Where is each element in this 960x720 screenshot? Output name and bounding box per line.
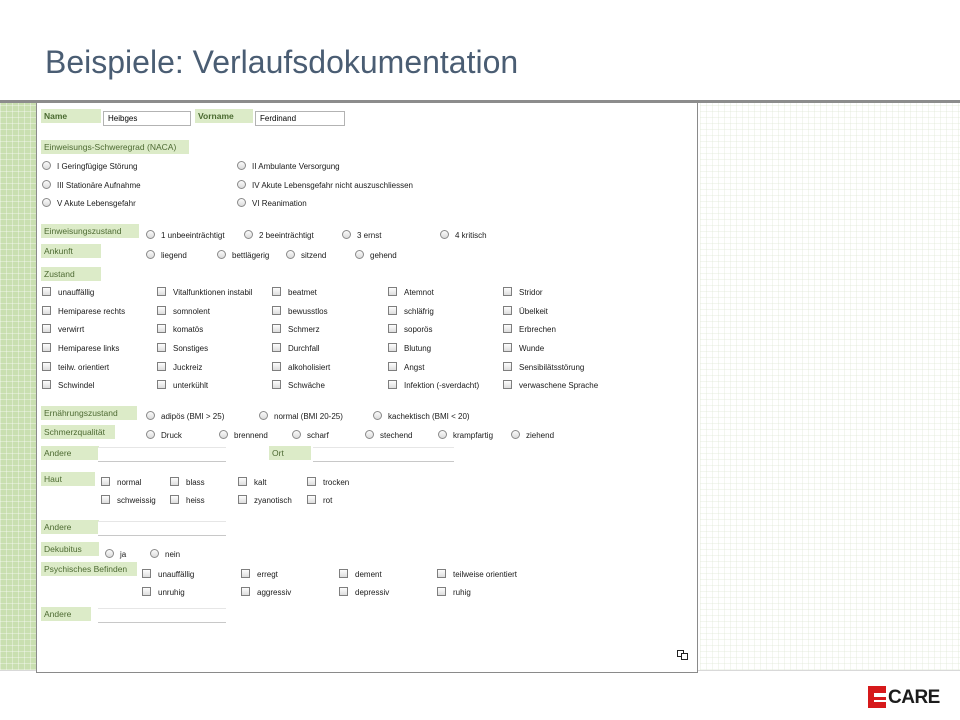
psychisch-option[interactable]: ruhig xyxy=(437,587,471,599)
ankunft-option[interactable]: gehend xyxy=(355,250,397,262)
zustand-option[interactable]: Hemiparese rechts xyxy=(42,306,125,318)
haut-option[interactable]: rot xyxy=(307,495,332,507)
checkbox-icon xyxy=(388,324,397,333)
ort-input[interactable] xyxy=(313,447,454,462)
radio-icon xyxy=(438,430,447,439)
dekubitus-label: Dekubitus xyxy=(41,542,99,556)
andere-label: Andere xyxy=(41,520,99,534)
ernaehrung-option[interactable]: adipös (BMI > 25) xyxy=(146,411,224,423)
radio-icon xyxy=(150,549,159,558)
haut-option[interactable]: trocken xyxy=(307,477,349,489)
haut-option[interactable]: normal xyxy=(101,477,141,489)
haut-option[interactable]: schweissig xyxy=(101,495,156,507)
checkbox-icon xyxy=(157,287,166,296)
checkbox-icon xyxy=(101,477,110,486)
schmerz-option[interactable]: brennend xyxy=(219,430,268,442)
einweisungszustand-option[interactable]: 3 ernst xyxy=(342,230,381,242)
radio-icon xyxy=(105,549,114,558)
zustand-option[interactable]: Schmerz xyxy=(272,324,320,336)
left-decor-strip xyxy=(0,103,36,670)
zustand-option[interactable]: soporös xyxy=(388,324,432,336)
psychisch-option[interactable]: depressiv xyxy=(339,587,389,599)
zustand-option[interactable]: Schwindel xyxy=(42,380,94,392)
checkbox-icon xyxy=(437,569,446,578)
vorname-label: Vorname xyxy=(195,109,253,123)
naca-option[interactable]: V Akute Lebensgefahr xyxy=(42,198,136,210)
zustand-option[interactable]: verwirrt xyxy=(42,324,84,336)
radio-icon xyxy=(42,180,51,189)
checkbox-icon xyxy=(157,343,166,352)
vorname-input[interactable]: Ferdinand xyxy=(255,111,345,126)
ort-label: Ort xyxy=(269,446,311,460)
checkbox-icon xyxy=(503,324,512,333)
checkbox-icon xyxy=(503,362,512,371)
schmerz-option[interactable]: krampfartig xyxy=(438,430,493,442)
radio-icon xyxy=(286,250,295,259)
zustand-option[interactable]: Sensibilätsstörung xyxy=(503,362,584,374)
zustand-label: Zustand xyxy=(41,267,101,281)
documentation-form xyxy=(36,103,698,673)
zustand-option[interactable]: teilw. orientiert xyxy=(42,362,109,374)
checkbox-icon xyxy=(272,324,281,333)
radio-icon xyxy=(259,411,268,420)
checkbox-icon xyxy=(388,343,397,352)
radio-icon xyxy=(237,161,246,170)
radio-icon xyxy=(237,198,246,207)
einweisungszustand-option[interactable]: 1 unbeeinträchtigt xyxy=(146,230,225,242)
psychisches-befinden-label: Psychisches Befinden xyxy=(41,562,137,576)
radio-icon xyxy=(146,430,155,439)
radio-icon xyxy=(219,430,228,439)
naca-option[interactable]: VI Reanimation xyxy=(237,198,307,210)
radio-icon xyxy=(440,230,449,239)
checkbox-icon xyxy=(238,495,247,504)
zustand-option[interactable]: unterkühlt xyxy=(157,380,208,392)
haut-label: Haut xyxy=(41,472,95,486)
checkbox-icon xyxy=(272,362,281,371)
zustand-option[interactable]: bewusstlos xyxy=(272,306,328,318)
checkbox-icon xyxy=(142,587,151,596)
einweisungszustand-option[interactable]: 2 beeinträchtigt xyxy=(244,230,314,242)
checkbox-icon xyxy=(170,477,179,486)
zustand-option[interactable]: Infektion (-sverdacht) xyxy=(388,380,479,392)
ankunft-label: Ankunft xyxy=(41,244,101,258)
checkbox-icon xyxy=(437,587,446,596)
checkbox-icon xyxy=(503,287,512,296)
checkbox-icon xyxy=(42,324,51,333)
checkbox-icon xyxy=(241,587,250,596)
radio-icon xyxy=(146,250,155,259)
checkbox-icon xyxy=(307,477,316,486)
name-input[interactable]: Heibges xyxy=(103,111,191,126)
ankunft-option[interactable]: sitzend xyxy=(286,250,326,262)
schmerzqualitaet-label: Schmerzqualität xyxy=(41,425,115,439)
logo-text: CARE xyxy=(888,687,940,708)
ankunft-option[interactable]: liegend xyxy=(146,250,187,262)
zustand-option[interactable]: Hemiparese links xyxy=(42,343,119,355)
radio-icon xyxy=(511,430,520,439)
checkbox-icon xyxy=(157,380,166,389)
radio-icon xyxy=(42,198,51,207)
zustand-option[interactable]: Stridor xyxy=(503,287,543,299)
zustand-option[interactable]: Erbrechen xyxy=(503,324,556,336)
radio-icon xyxy=(146,230,155,239)
andere-input[interactable] xyxy=(98,608,226,623)
radio-icon xyxy=(365,430,374,439)
ernaehrung-option[interactable]: kachektisch (BMI < 20) xyxy=(373,411,470,423)
naca-option[interactable]: I Geringfügige Störung xyxy=(42,161,138,173)
zustand-option[interactable]: schläfrig xyxy=(388,306,434,318)
checkbox-icon xyxy=(503,380,512,389)
ankunft-option[interactable]: bettlägerig xyxy=(217,250,269,262)
zustand-option[interactable]: unauffällig xyxy=(42,287,94,299)
schmerz-option[interactable]: Druck xyxy=(146,430,182,442)
naca-option[interactable]: IV Akute Lebensgefahr nicht auszuschliessen xyxy=(237,180,413,192)
radio-icon xyxy=(342,230,351,239)
einweisungszustand-label: Einweisungszustand xyxy=(41,224,139,238)
zustand-option[interactable]: Vitalfunktionen instabil xyxy=(157,287,252,299)
zustand-option[interactable]: verwaschene Sprache xyxy=(503,380,598,392)
checkbox-icon xyxy=(42,380,51,389)
radio-icon xyxy=(237,180,246,189)
name-label: Name xyxy=(41,109,101,123)
checkbox-icon xyxy=(42,362,51,371)
andere-input[interactable] xyxy=(98,521,226,536)
schmerz-option[interactable]: scharf xyxy=(292,430,329,442)
dekubitus-option[interactable]: ja xyxy=(105,549,126,561)
ecare-logo xyxy=(868,686,948,708)
psychisch-option[interactable]: unruhig xyxy=(142,587,185,599)
zustand-option[interactable]: beatmet xyxy=(272,287,317,299)
checkbox-icon xyxy=(388,362,397,371)
haut-option[interactable]: kalt xyxy=(238,477,266,489)
checkbox-icon xyxy=(503,306,512,315)
checkbox-icon xyxy=(272,380,281,389)
zustand-option[interactable]: alkoholisiert xyxy=(272,362,330,374)
haut-option[interactable]: zyanotisch xyxy=(238,495,292,507)
zustand-option[interactable]: Sonstiges xyxy=(157,343,208,355)
ernaehrung-option[interactable]: normal (BMI 20-25) xyxy=(259,411,343,423)
psychisch-option[interactable]: erregt xyxy=(241,569,278,581)
schmerz-option[interactable]: stechend xyxy=(365,430,412,442)
checkbox-icon xyxy=(157,362,166,371)
zustand-option[interactable]: komatös xyxy=(157,324,203,336)
zustand-option[interactable]: Juckreiz xyxy=(157,362,202,374)
checkbox-icon xyxy=(272,343,281,352)
haut-option[interactable]: blass xyxy=(170,477,205,489)
radio-icon xyxy=(373,411,382,420)
naca-label: Einweisungs-Schweregrad (NACA) xyxy=(41,140,189,154)
zustand-option[interactable]: Schwäche xyxy=(272,380,325,392)
psychisch-option[interactable]: unauffällig xyxy=(142,569,194,581)
right-decor-area xyxy=(700,103,960,670)
checkbox-icon xyxy=(272,287,281,296)
checkbox-icon xyxy=(241,569,250,578)
checkbox-icon xyxy=(307,495,316,504)
checkbox-icon xyxy=(42,287,51,296)
checkbox-icon xyxy=(503,343,512,352)
zustand-option[interactable]: Atemnot xyxy=(388,287,434,299)
checkbox-icon xyxy=(388,306,397,315)
checkbox-icon xyxy=(388,287,397,296)
checkbox-icon xyxy=(170,495,179,504)
checkbox-icon xyxy=(339,587,348,596)
checkbox-icon xyxy=(157,306,166,315)
checkbox-icon xyxy=(42,306,51,315)
checkbox-icon xyxy=(272,306,281,315)
zustand-option[interactable]: Angst xyxy=(388,362,424,374)
zustand-option[interactable]: Durchfall xyxy=(272,343,320,355)
einweisungszustand-option[interactable]: 4 kritisch xyxy=(440,230,487,242)
radio-icon xyxy=(217,250,226,259)
dekubitus-option[interactable]: nein xyxy=(150,549,180,561)
schmerz-option[interactable]: ziehend xyxy=(511,430,554,442)
logo-e-mark xyxy=(868,686,886,708)
andere-label: Andere xyxy=(41,446,99,460)
checkbox-icon xyxy=(339,569,348,578)
ernaehrungszustand-label: Ernährungszustand xyxy=(41,406,137,420)
zustand-option[interactable]: somnolent xyxy=(157,306,210,318)
slide-title: Beispiele: Verlaufsdokumentation xyxy=(45,44,519,80)
naca-option[interactable]: II Ambulante Versorgung xyxy=(237,161,340,173)
checkbox-icon xyxy=(388,380,397,389)
checkbox-icon xyxy=(101,495,110,504)
radio-icon xyxy=(355,250,364,259)
popout-icon[interactable] xyxy=(677,650,688,660)
radio-icon xyxy=(146,411,155,420)
checkbox-icon xyxy=(42,343,51,352)
radio-icon xyxy=(42,161,51,170)
checkbox-icon xyxy=(142,569,151,578)
psychisch-option[interactable]: teilweise orientiert xyxy=(437,569,517,581)
radio-icon xyxy=(244,230,253,239)
naca-option[interactable]: III Stationäre Aufnahme xyxy=(42,180,141,192)
zustand-option[interactable]: Übelkeit xyxy=(503,306,548,318)
psychisch-option[interactable]: aggressiv xyxy=(241,587,291,599)
andere-input[interactable] xyxy=(98,447,226,462)
haut-option[interactable]: heiss xyxy=(170,495,205,507)
radio-icon xyxy=(292,430,301,439)
zustand-option[interactable]: Blutung xyxy=(388,343,431,355)
checkbox-icon xyxy=(157,324,166,333)
checkbox-icon xyxy=(238,477,247,486)
zustand-option[interactable]: Wunde xyxy=(503,343,544,355)
psychisch-option[interactable]: dement xyxy=(339,569,382,581)
andere-label: Andere xyxy=(41,607,91,621)
